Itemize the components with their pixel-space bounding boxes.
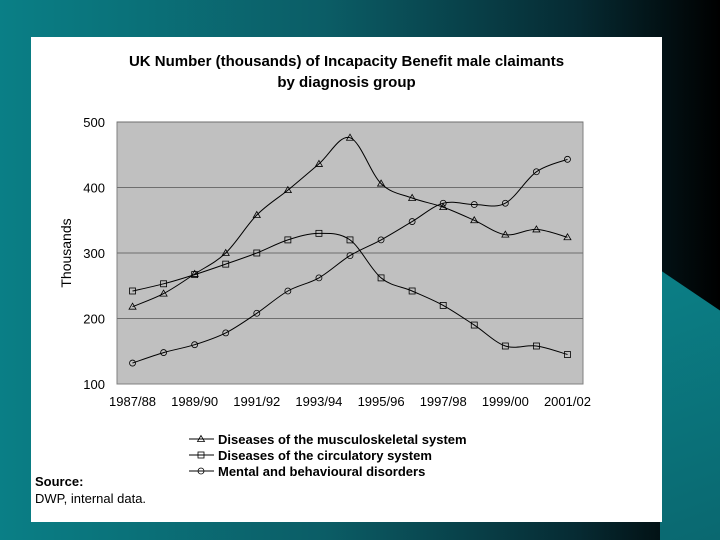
line-chart [31, 37, 662, 522]
y-tick-label: 200 [83, 311, 105, 327]
slide-panel [31, 37, 662, 522]
source-label: Source: [35, 474, 84, 489]
y-tick-label: 300 [83, 246, 105, 261]
legend-item [189, 464, 425, 479]
legend-item [189, 448, 432, 463]
chart-title-line2: by diagnosis group [277, 74, 416, 91]
background-decoration [660, 270, 720, 540]
y-tick-labels [83, 115, 105, 392]
x-tick-label: 1989/90 [171, 394, 219, 409]
x-tick-label: 1993/94 [295, 394, 343, 409]
x-tick-labels [109, 394, 591, 409]
x-tick-label: 1991/92 [233, 394, 281, 409]
x-tick-label: 1987/88 [109, 394, 157, 409]
legend-item [189, 432, 467, 447]
y-tick-label: 100 [83, 377, 105, 392]
x-tick-label: 1995/96 [357, 394, 405, 409]
y-tick-label: 400 [83, 180, 105, 196]
x-tick-label: 1999/00 [481, 394, 529, 409]
y-axis-label: Thousands [58, 218, 74, 288]
legend [189, 432, 467, 479]
chart-title-line1: UK Number (thousands) of Incapacity Benefit male claimants [128, 53, 565, 70]
x-tick-label: 2001/02 [543, 394, 591, 409]
legend-label: Diseases of the circulatory system [218, 448, 432, 463]
x-tick-label: 1997/98 [419, 394, 467, 409]
source-note [35, 473, 146, 507]
legend-label: Diseases of the musculoskeletal system [218, 432, 467, 447]
source-text: DWP, internal data. [35, 491, 147, 506]
y-tick-label: 500 [83, 115, 105, 130]
legend-label: Mental and behavioural disorders [218, 464, 426, 479]
